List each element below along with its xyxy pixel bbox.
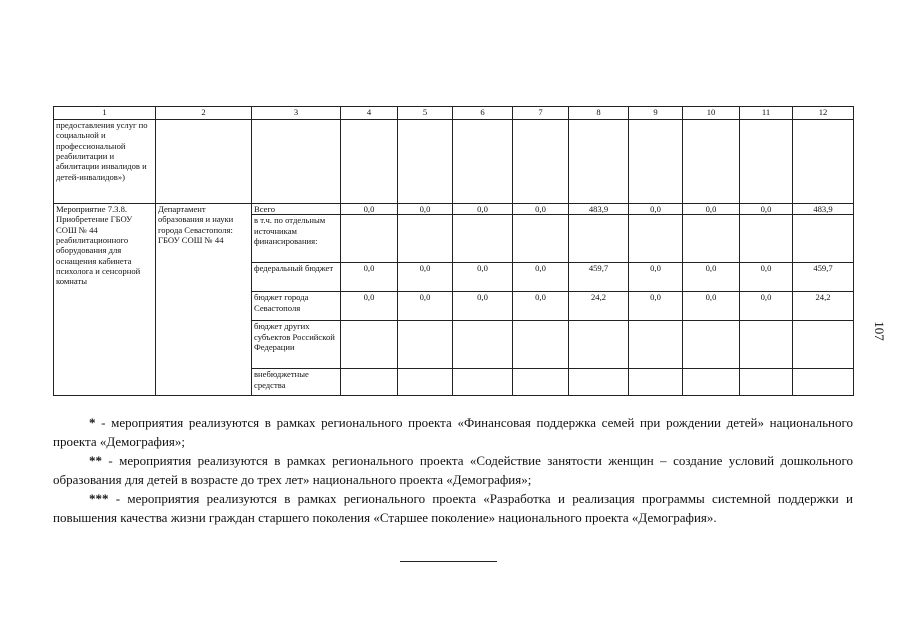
footnote-text: - мероприятия реализуются в рамках регионального проекта «Содействие занятости женщин – создание условий дошкольного образования для детей в возрасте до трех лет» национального проекта «Демография»; (53, 453, 853, 487)
funding-source: Всего (252, 204, 341, 215)
column-number: 12 (793, 107, 854, 120)
funding-value: 0,0 (705, 204, 717, 214)
column-number: 11 (740, 107, 793, 120)
column-number: 3 (252, 107, 341, 120)
funding-source: федеральный бюджет (252, 263, 341, 292)
funding-value: 0,0 (535, 204, 546, 214)
continuation-row (54, 120, 854, 204)
column-number: 4 (341, 107, 398, 120)
funding-value: 0,0 (705, 292, 717, 303)
funding-value: 24,2 (815, 292, 831, 303)
funding-value: 0,0 (760, 263, 772, 274)
funding-value: 0,0 (650, 204, 661, 214)
measure-name: Мероприятие 7.3.8. Приобретение ГБОУ СОШ № 44 реабилитационного оборудования для оснащения кабинета психолога и сенсорной комнаты (54, 204, 156, 396)
funding-value: 0,0 (477, 204, 488, 214)
footnote (53, 413, 853, 451)
funding-value: 0,0 (419, 263, 431, 274)
footnote-text: - мероприятия реализуются в рамках регионального проекта «Разработка и реализация программы системной поддержки и повышения качества жизни граждан старшего поколения «Старшее поколение» национального проекта «Демография». (53, 491, 853, 525)
column-number: 6 (453, 107, 513, 120)
funding-source: бюджет города Севастополя (252, 292, 341, 321)
continuation-text: предоставления услуг по социальной и профессиональной реабилитации и абилитации инвалидов и детей-инвалидов») (54, 120, 156, 204)
column-number: 1 (54, 107, 156, 120)
funding-value: 0,0 (419, 204, 431, 214)
funding-value: 459,7 (588, 263, 609, 274)
funding-value: 24,2 (590, 292, 607, 303)
page-number: 107 (871, 321, 887, 341)
funding-value: 0,0 (705, 263, 717, 274)
funding-value: 0,0 (535, 292, 546, 303)
funding-value: 0,0 (650, 292, 661, 303)
footnote-marker: * (89, 415, 96, 430)
column-number: 8 (569, 107, 629, 120)
funding-source: в т.ч. по отдельным источникам финансирования: (252, 215, 341, 263)
separator-line (400, 561, 497, 562)
funding-value: 0,0 (419, 292, 431, 303)
footnotes (53, 413, 853, 527)
funding-value: 0,0 (760, 204, 772, 214)
measure-executor: Департамент образования и науки города Севастополя: ГБОУ СОШ № 44 (156, 204, 252, 396)
column-number: 5 (398, 107, 453, 120)
footnote-text: - мероприятия реализуются в рамках регионального проекта «Финансовая поддержка семей при рождении детей» национального проекта «Демография»; (53, 415, 853, 449)
column-number: 7 (513, 107, 569, 120)
funding-value: 0,0 (760, 292, 772, 303)
column-number: 2 (156, 107, 252, 120)
funding-source: бюджет других субъектов Российской Федерации (252, 321, 341, 369)
funding-value: 0,0 (535, 263, 546, 274)
funding-source: внебюджетные средства (252, 369, 341, 396)
funding-value: 0,0 (477, 292, 488, 303)
column-number: 9 (629, 107, 683, 120)
funding-row-total (54, 204, 854, 215)
funding-value: 0,0 (477, 263, 488, 274)
footnote-marker: ** (89, 453, 102, 468)
funding-value: 0,0 (363, 292, 375, 303)
funding-table (53, 106, 854, 396)
column-number-row (54, 107, 854, 120)
footnote (53, 489, 853, 527)
funding-value: 0,0 (363, 263, 375, 274)
funding-value: 459,7 (813, 263, 833, 274)
footnote (53, 451, 853, 489)
funding-value: 0,0 (650, 263, 661, 274)
funding-value: 0,0 (363, 204, 375, 214)
column-number: 10 (683, 107, 740, 120)
funding-value: 483,9 (813, 204, 833, 214)
funding-value: 483,9 (588, 204, 609, 214)
footnote-marker: *** (89, 491, 109, 506)
